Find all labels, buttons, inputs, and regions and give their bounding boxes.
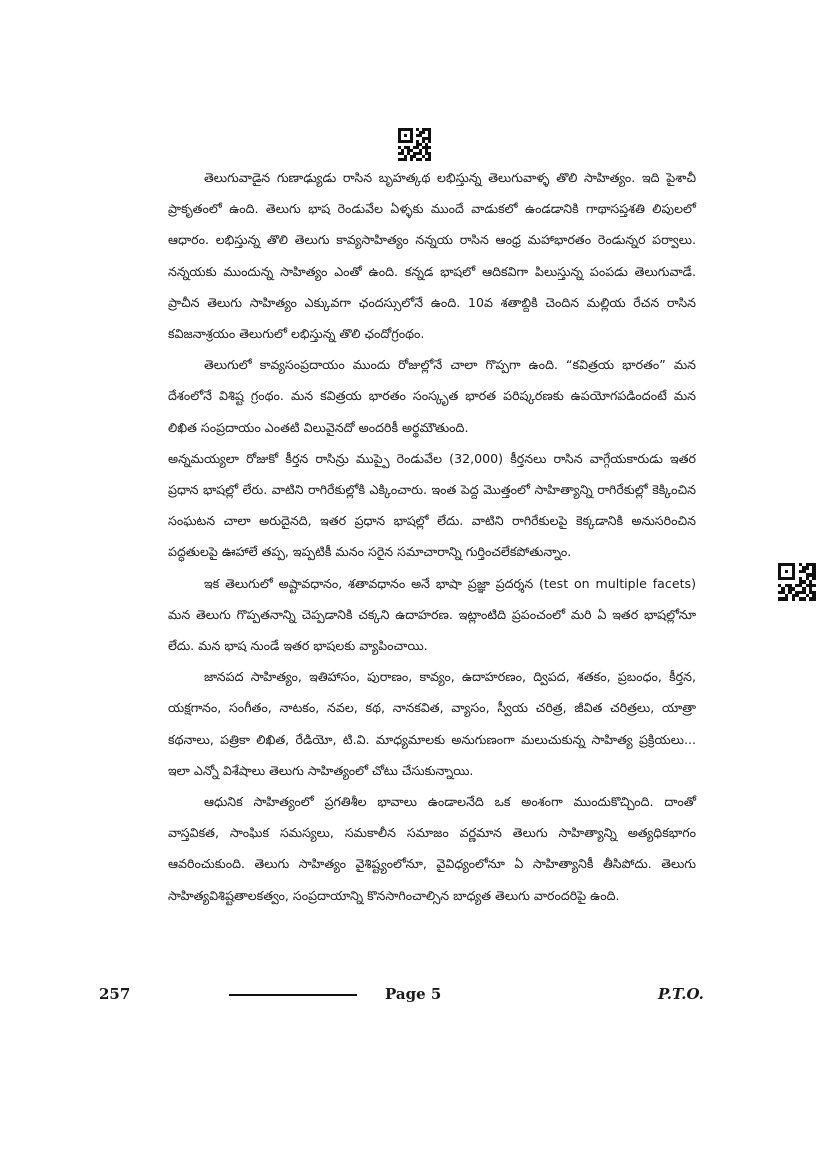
page-number: Page 5: [385, 985, 442, 1003]
divider: [229, 994, 357, 996]
paragraph: తెలుగులో కావ్యసంప్రదాయం ముందు రోజుల్లోనే చాలా గొప్పగా ఉంది. “కవిత్రయ భారతం” మన దేశంలోనే విశిష్ట గ్రంథం. మన కవిత్రయ భారతం సంస్కృత భారత పరిష్కరణకు ఉపయోగపడిందంటే మన లిఖిత సంప్రదాయం ఎంతటి విలువైనదో అందరికీ అర్థమౌతుంది.: [168, 357, 696, 435]
paragraph: తెలుగువాడైన గుణాఢ్యుడు రాసిన బృహత్కథ లభిస్తున్న తెలుగువాళ్ళ తొలి సాహిత్యం. ఇది పైశాచీ ప్రాకృతంలో ఉంది. తెలుగు భాష రెండువేల ఏళ్ళకు ముందే వాడుకలో ఉండడానికి గాథాసప్తశతి లిపులలో ఆధారం. లభిస్తున్న తొలి తెలుగు కావ్యసాహిత్యం నన్నయ రాసిన ఆంధ్ర మహాభారతం రెండున్నర పర్వాలు. నన్నయకు ముందున్న సాహిత్యం ఎంతో ఉంది. కన్నడ భాషలో ఆదికవిగా పిలుస్తున్న పంపడు తెలుగువాడే. ప్రాచీన తెలుగు సాహిత్యం ఎక్కువగా ఛందస్సులోనే ఉంది. 10వ శతాబ్దికి చెందిన మల్లియ రేచన రాసిన కవిజనాశ్రయం తెలుగులో లభిస్తున్న తొలి ఛందోగ్రంథం.: [168, 170, 696, 342]
paragraph: జానపద సాహిత్యం, ఇతిహాసం, పురాణం, కావ్యం, ఉదాహరణం, ద్విపద, శతకం, ప్రబంధం, కీర్తన, యక్షగానం, సంగీతం, నాటకం, నవల, కథ, నానకవిత, వ్యాసం, స్వీయ చరిత్ర, జీవిత చరిత్రలు, యాత్రా కథనాలు, పత్రికా లిఖిత, రేడియో, టి.వి. మాధ్యమాలకు అనుగుణంగా మలుచుకున్న సాహిత్య ప్రక్రియలు... ఇలా ఎన్నో విశేషాలు తెలుగు సాహిత్యంలో చోటు చేసుకున్నాయి.: [168, 669, 696, 778]
pto-label: P.T.O.: [658, 985, 704, 1003]
qr-code-icon: [398, 128, 431, 161]
body-text: [168, 162, 696, 911]
paragraph: ఆధునిక సాహిత్యంలో ప్రగతిశీల భావాలు ఉండాలనేది ఒక అంశంగా ముందుకొచ్చింది. దాంతో వాస్తవికత, సాంఘిక సమస్యలు, సమకాలీన సమాజం వర్ణమాన తెలుగు సాహిత్యాన్ని అత్యధికభాగం ఆవరించుకుంది. తెలుగు సాహిత్యం వైశిష్ట్యంలోనూ, వైవిధ్యంలోనూ ఏ సాహిత్యానికీ తీసిపోదు. తెలుగు సాహిత్యవిశిష్టతాలకత్వం, సంప్రదాయాన్ని కొనసాగించాల్సిన బాధ్యత తెలుగు వారందరిపై ఉంది.: [168, 794, 696, 903]
page-footer: [0, 985, 827, 1009]
paragraph: ఇక తెలుగులో అష్టావధానం, శతావధానం అనే భాషా ప్రజ్ఞా ప్రదర్శన (test on multiple facets) మన తెలుగు గొప్పతనాన్ని చెప్పడానికి చక్కని ఉదాహరణ. ఇట్లాంటిది ప్రపంచంలో మరి ఏ ఇతర భాషల్లోనూ లేదు. మన భాష నుండే ఇతర భాషలకు వ్యాపించాయి.: [168, 575, 696, 654]
qr-code-icon: [778, 563, 816, 601]
paragraph: అన్నమయ్యలా రోజుకో కీర్తన రాసిన్రు ముప్పై రెండువేల (32,000) కీర్తనలు రాసిన వాగ్గేయకారుడు ఇతర ప్రధాన భాషల్లో లేరు. వాటిని రాగిరేకుల్లోకి ఎక్కించారు. ఇంత పెద్ద మొత్తంలో సాహిత్యాన్ని రాగిరేకుల్లో కెక్కించిన సంఘటన చాలా అరుదైనది, ఇతర ప్రధాన భాషల్లో లేదు. వాటిని రాగిరేకులపై కెక్కడానికి అనుసరించిన పద్ధతులపై ఊహాలే తప్ప, ఇప్పటికీ మనం సరైన సమాచారాన్ని గుర్తించలేకపోతున్నాం.: [168, 450, 696, 560]
question-paper-code: 257: [99, 985, 131, 1003]
